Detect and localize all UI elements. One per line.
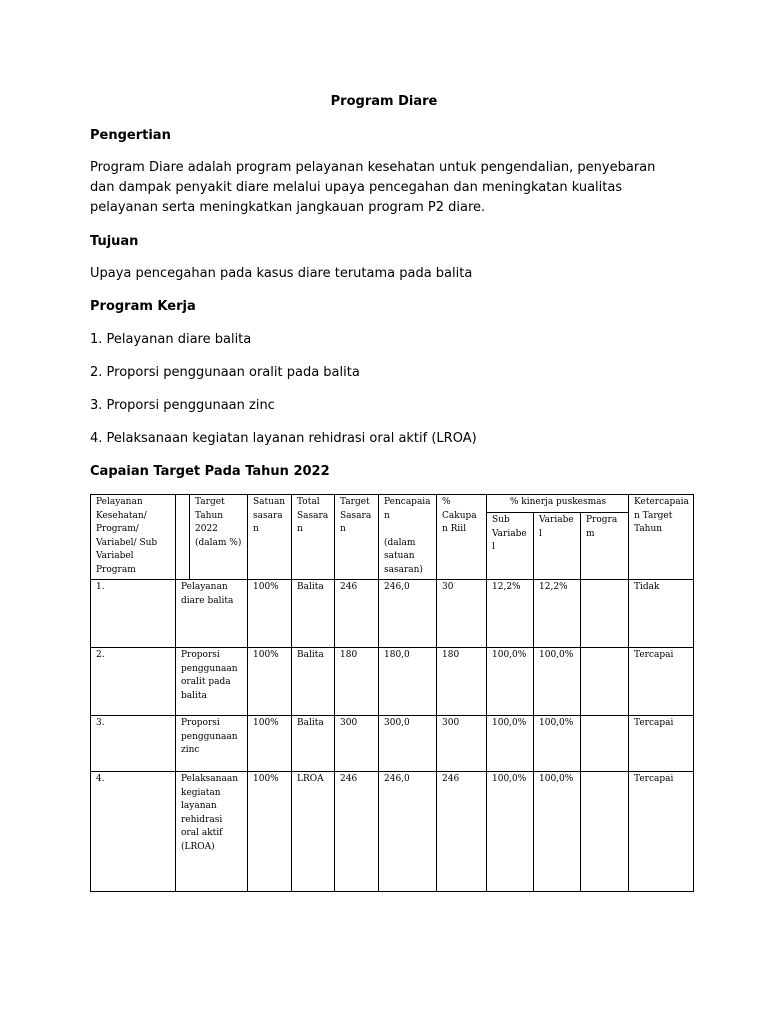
table-cell: 100,0% (487, 772, 534, 892)
heading-pengertian: Pengertian (90, 128, 171, 143)
table-row (91, 648, 694, 716)
capaian-table (90, 494, 694, 892)
program-item-1: 1. Pelayanan diare balita (90, 332, 252, 347)
header-cell: Satuan sasaran (248, 495, 292, 580)
table-cell: Tidak (629, 580, 694, 648)
header-cell (379, 495, 437, 580)
table-cell: 100,0% (534, 716, 581, 772)
table-cell (581, 580, 629, 648)
program-item-3: 3. Proporsi penggunaan zinc (90, 398, 275, 413)
header-cell: Ketercapaian Target Tahun (629, 495, 694, 580)
header-cell: Program (581, 513, 629, 580)
table-cell: 100% (248, 772, 292, 892)
table-cell: 246,0 (379, 772, 437, 892)
table-cell: 100% (248, 648, 292, 716)
table-cell: 100,0% (487, 648, 534, 716)
header-text: (dalam satuan sasaran) (384, 537, 423, 575)
table-cell (581, 772, 629, 892)
table-cell: 12,2% (487, 580, 534, 648)
table-cell: Pelayanan diare balita (176, 580, 248, 648)
table-cell: 100,0% (534, 772, 581, 892)
table-cell: 100,0% (487, 716, 534, 772)
heading-tujuan: Tujuan (90, 234, 139, 249)
table-row (91, 716, 694, 772)
table-cell: Tercapai (629, 648, 694, 716)
table-cell: 4. (91, 772, 176, 892)
table-cell: 300 (335, 716, 379, 772)
heading-program-kerja: Program Kerja (90, 299, 196, 314)
table-cell: Balita (292, 580, 335, 648)
header-cell: Target Tahun 2022 (dalam %) (190, 495, 248, 580)
table-cell: 246,0 (379, 580, 437, 648)
table-cell: 30 (437, 580, 487, 648)
table-cell: 2. (91, 648, 176, 716)
table-cell: 180 (437, 648, 487, 716)
table-cell: 100,0% (534, 648, 581, 716)
header-cell: Pelayanan Kesehatan/ Program/ Variabel/ Sub Variabel Program (91, 495, 176, 580)
header-cell: Variabel (534, 513, 581, 580)
table-cell: 300,0 (379, 716, 437, 772)
table-cell: 1. (91, 580, 176, 648)
paragraph-tujuan: Upaya pencegahan pada kasus diare terutama pada balita (90, 266, 473, 281)
table-cell: Balita (292, 716, 335, 772)
table-cell: 3. (91, 716, 176, 772)
header-cell: Total Sasaran (292, 495, 335, 580)
table-cell: 100% (248, 580, 292, 648)
table-cell: Balita (292, 648, 335, 716)
table-cell: LROA (292, 772, 335, 892)
table-cell: 246 (437, 772, 487, 892)
header-cell (176, 495, 190, 580)
table-cell: 180,0 (379, 648, 437, 716)
table-cell: 300 (437, 716, 487, 772)
header-cell: % kinerja puskesmas (487, 495, 629, 513)
page-title: Program Diare (330, 94, 438, 109)
table-cell (581, 648, 629, 716)
table-cell: 12,2% (534, 580, 581, 648)
program-item-4: 4. Pelaksanaan kegiatan layanan rehidrasi oral aktif (LROA) (90, 431, 477, 446)
table-cell: Tercapai (629, 772, 694, 892)
table-cell: 246 (335, 580, 379, 648)
table-header-row (91, 495, 694, 513)
header-cell: Target Sasaran (335, 495, 379, 580)
table-cell: 100% (248, 716, 292, 772)
header-cell: Sub Variabel (487, 513, 534, 580)
header-text: Pencapaian (384, 497, 431, 521)
table-row (91, 580, 694, 648)
table-row (91, 772, 694, 892)
header-cell: % Cakupan Riil (437, 495, 487, 580)
heading-capaian: Capaian Target Pada Tahun 2022 (90, 464, 330, 479)
table-cell: Proporsi penggunaan oralit pada balita (176, 648, 248, 716)
program-item-2: 2. Proporsi penggunaan oralit pada balita (90, 365, 360, 380)
table-cell: 180 (335, 648, 379, 716)
paragraph-pengertian: Program Diare adalah program pelayanan kesehatan untuk pengendalian, penyebaran dan dampak penyakit diare melalui upaya pencegahan dan meningkatan kualitas pelayanan serta meningkatkan jangkauan program P2 diare. (90, 160, 656, 215)
table-cell: 246 (335, 772, 379, 892)
table-cell: Proporsi penggunaan zinc (176, 716, 248, 772)
table-cell (581, 716, 629, 772)
table-cell: Pelaksanaan kegiatan layanan rehidrasi oral aktif (LROA) (176, 772, 248, 892)
table-cell: Tercapai (629, 716, 694, 772)
